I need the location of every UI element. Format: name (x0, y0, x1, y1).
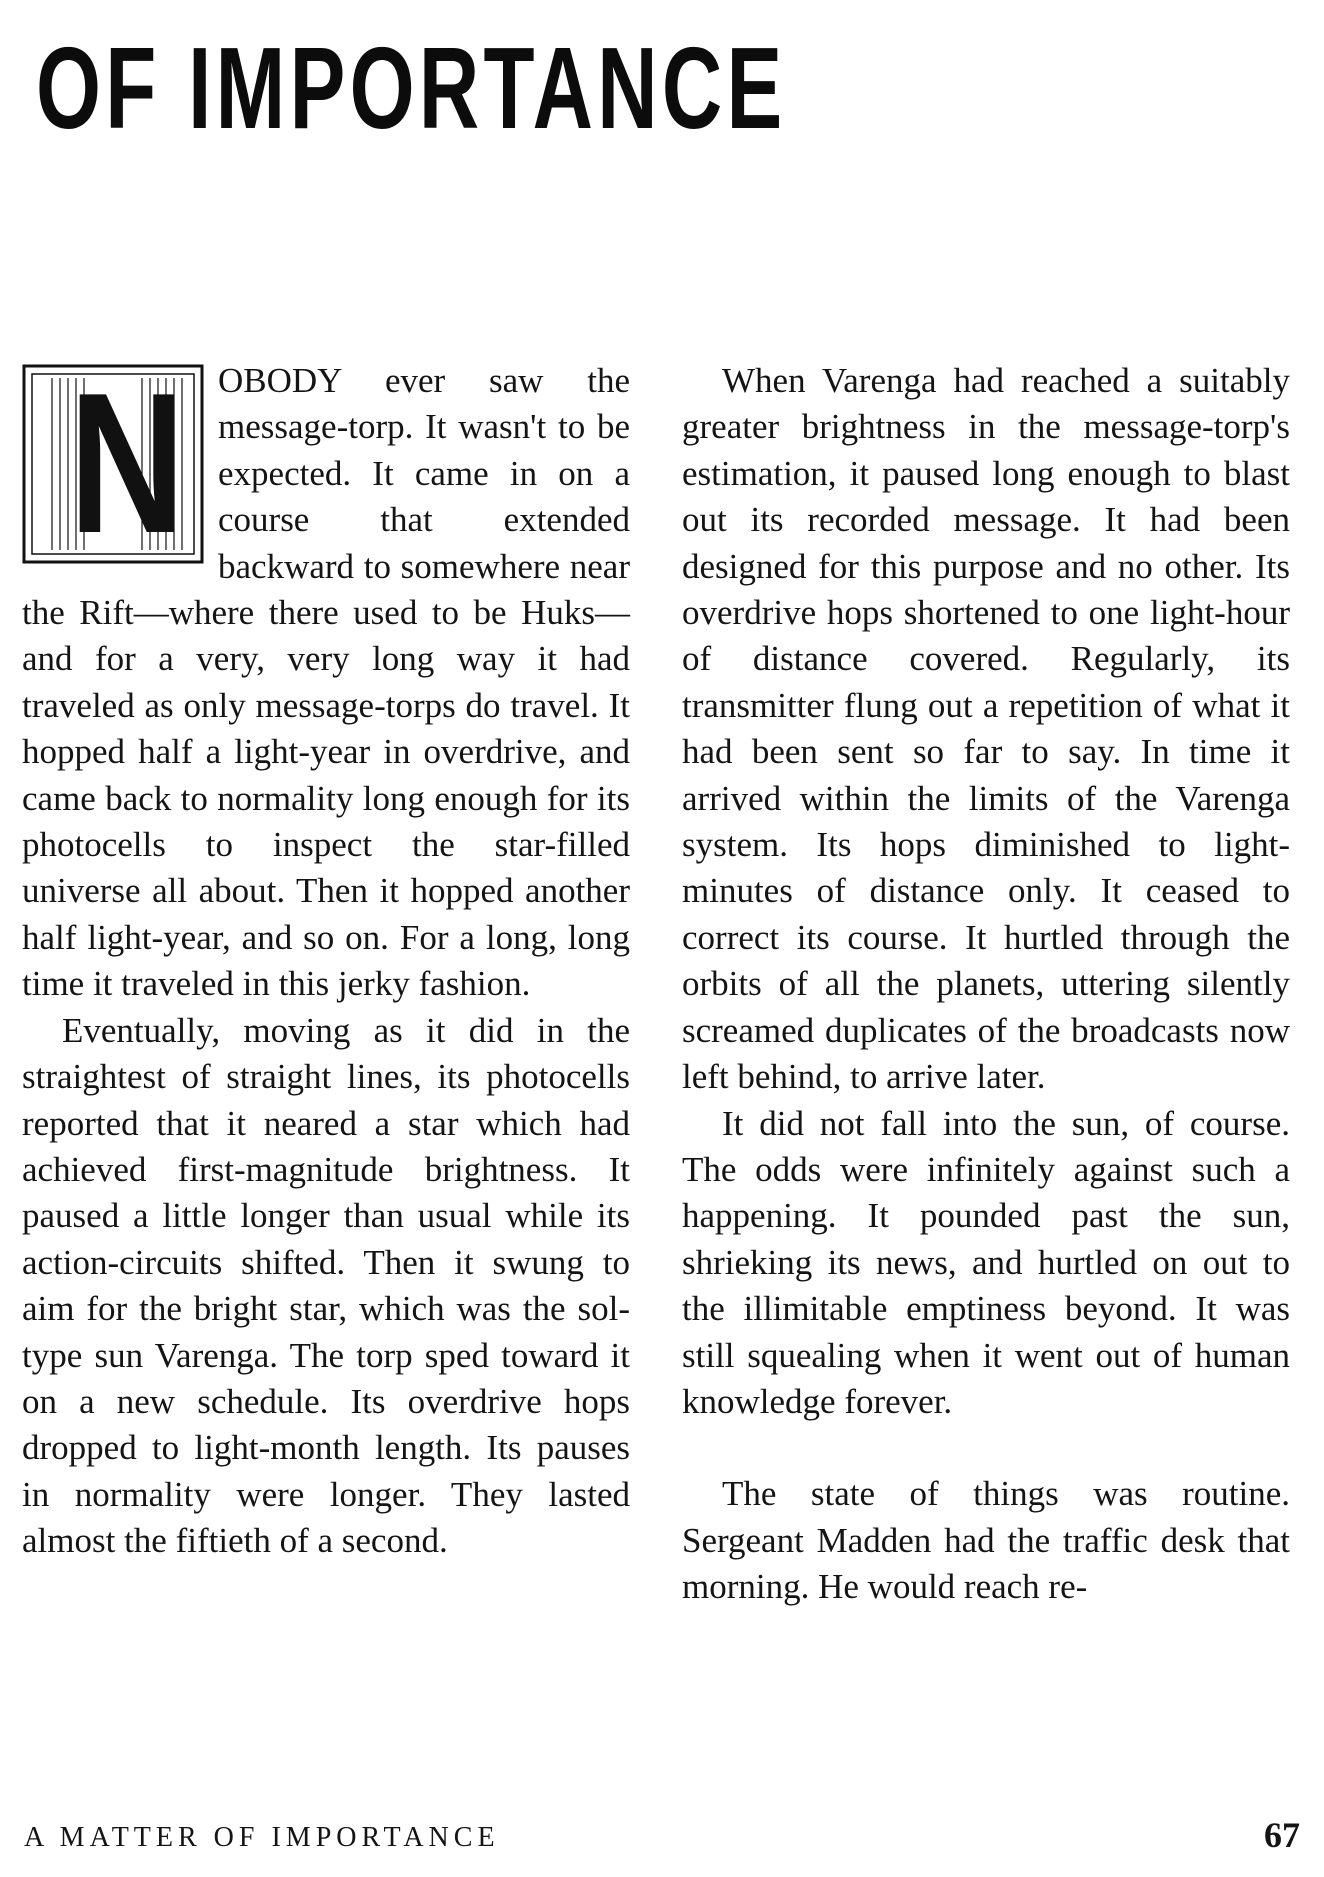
paragraph (22, 352, 630, 1008)
paragraph: The state of things was routine. Sergeant Madden had the traffic desk that morning. He would reach re- (682, 1474, 1290, 1607)
page-title: OF IMPORTANCE (36, 23, 787, 153)
drop-cap-letter: N (69, 352, 185, 575)
running-title: A MATTER OF IMPORTANCE (24, 1822, 500, 1853)
left-column (22, 352, 630, 1565)
paragraph: It did not fall into the sun, of course. The odds were infinitely against such a happening. It pounded past the sun, shrieking its news, and hurtled on out to the illimitable emptiness beyond. It was still squealing when it went out of human knowledge forever. (682, 1103, 1290, 1421)
page-number: 67 (1264, 1815, 1300, 1855)
right-column (682, 358, 1290, 1611)
drop-cap (22, 352, 204, 575)
paragraph: When Varenga had reached a suitably greater brightness in the message-torp's estimation, it paused long enough to blast out its recorded message. It had been designed for this purpose and no other. Its overdrive hops shortened to one light-hour of distance covered. Regularly, its transmitter flung out a repetition of what it had been sent so far to say. In time it arrived within the limits of the Varenga system. Its hops diminished to light-minutes of distance only. It ceased to correct its course. It hurtled through the orbits of all the planets, uttering silently screamed duplicates of the broadcasts now left behind, to arrive later. (682, 361, 1290, 1097)
paragraph: Eventually, moving as it did in the straightest of straight lines, its photocells reported that it neared a star which had achieved first-magnitude brightness. It paused a little longer than usual while its action-circuits shifted. Then it swung to aim for the bright star, which was the sol-type sun Varenga. The torp sped toward it on a new schedule. Its overdrive hops dropped to light-month length. Its pauses in normality were longer. They lasted almost the fiftieth of a second. (22, 1010, 630, 1561)
first-paragraph-text: OBODY ever saw the message-torp. It wasn't to be expected. It came in on a course that extended backward to somewhere near the Rift—where there used to be Huks—and for a very, very long way it had traveled as only message-torps do travel. It hopped half a light-year in overdrive, and came back to normality long enough for its photocells to inspect the star-filled universe all about. Then it hopped another half light-year, and so on. For a long, long time it traveled in this jerky fashion. (22, 361, 630, 1004)
